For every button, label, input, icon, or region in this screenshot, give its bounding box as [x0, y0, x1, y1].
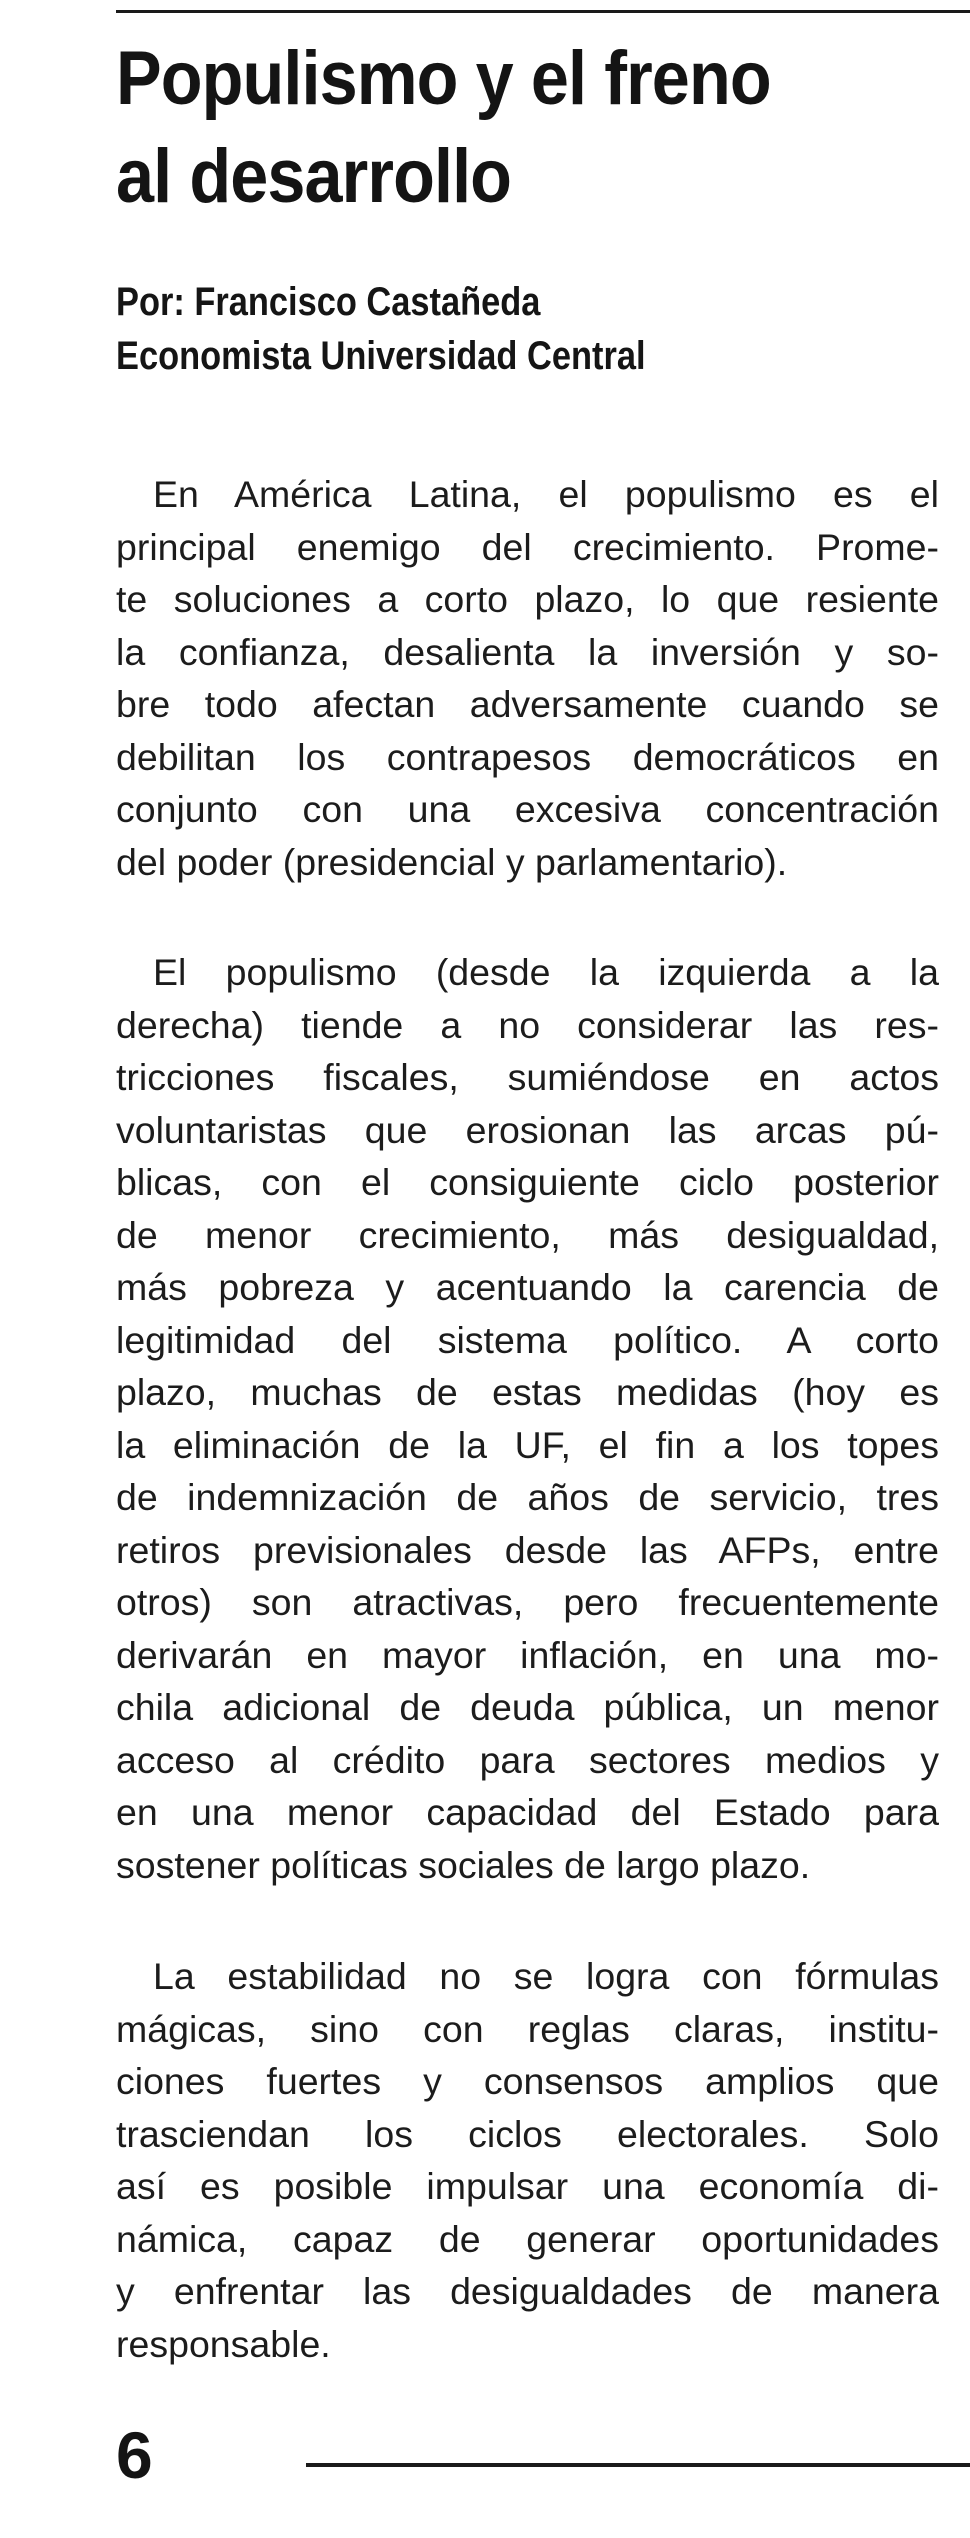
text-line: en una menor capacidad del Estado para: [116, 1791, 939, 1833]
text-line: conjunto con una excesiva concentración: [116, 788, 939, 830]
text-line: bre todo afectan adversamente cuando se: [116, 683, 939, 725]
text-line: la confianza, desalienta la inversión y so-: [116, 630, 939, 673]
text-line: acceso al crédito para sectores medios y: [116, 1738, 939, 1781]
text-line: principal enemigo del crecimiento. Prome-: [116, 525, 939, 568]
title-line: Populismo y el freno: [116, 36, 771, 121]
paragraph-1: [116, 468, 939, 888]
text-line: El populismo (desde la izquierda a la: [153, 951, 939, 993]
text-line: la eliminación de la UF, el fin a los topes: [116, 1423, 939, 1466]
text-line: de indemnización de años de servicio, tres: [116, 1476, 939, 1518]
author-line: Por: Francisco Castañeda: [116, 280, 541, 324]
text-line: así es posible impulsar una economía di-: [116, 2165, 939, 2207]
top-rule: [116, 10, 970, 13]
text-line: retiros previsionales desde las AFPs, entre: [116, 1528, 939, 1571]
text-line: trasciendan los ciclos electorales. Solo: [116, 2112, 939, 2155]
byline: [116, 275, 770, 383]
author-role: Economista Universidad Central: [116, 334, 646, 378]
text-line: te soluciones a corto plazo, lo que resiente: [116, 578, 939, 620]
text-line: ciones fuertes y consensos amplios que: [116, 2060, 939, 2102]
text-line: otros) son atractivas, pero frecuentemente: [116, 1581, 939, 1623]
text-line: plazo, muchas de estas medidas (hoy es: [116, 1371, 939, 1413]
text-line: chila adicional de deuda pública, un menor: [116, 1686, 939, 1728]
text-line: sostener políticas sociales de largo plazo.: [116, 1843, 811, 1886]
page-number: 6: [116, 2418, 153, 2492]
text-line: tricciones fiscales, sumiéndose en actos: [116, 1056, 939, 1098]
text-line: debilitan los contrapesos democráticos en: [116, 735, 939, 778]
text-line: derivarán en mayor inflación, en una mo-: [116, 1633, 939, 1676]
text-line: de menor crecimiento, más desigualdad,: [116, 1213, 939, 1256]
article-body: [116, 1950, 939, 2370]
article-body: [116, 468, 939, 888]
text-line: del poder (presidencial y parlamentario).: [116, 840, 788, 883]
paragraph-3: [116, 1950, 939, 2370]
text-line: derecha) tiende a no considerar las res-: [116, 1003, 939, 1046]
paragraph-2: [116, 946, 939, 1891]
footer-rule: [306, 2463, 970, 2467]
text-line: En América Latina, el populismo es el: [153, 473, 939, 515]
text-line: námica, capaz de generar oportunidades: [116, 2217, 939, 2260]
text-line: La estabilidad no se logra con fórmulas: [153, 1955, 939, 1997]
text-line: voluntaristas que erosionan las arcas pú-: [116, 1108, 939, 1151]
text-line: y enfrentar las desigualdades de manera: [116, 2270, 939, 2312]
text-line: mágicas, sino con reglas claras, institu-: [116, 2007, 939, 2050]
text-line: responsable.: [116, 2322, 331, 2365]
title-line: al desarrollo: [116, 134, 512, 219]
article-title: [116, 30, 854, 226]
article-body: [116, 946, 939, 1891]
text-line: más pobreza y acentuando la carencia de: [116, 1266, 939, 1308]
text-line: blicas, con el consiguiente ciclo posterior: [116, 1161, 939, 1203]
text-line: legitimidad del sistema político. A corto: [116, 1318, 939, 1361]
